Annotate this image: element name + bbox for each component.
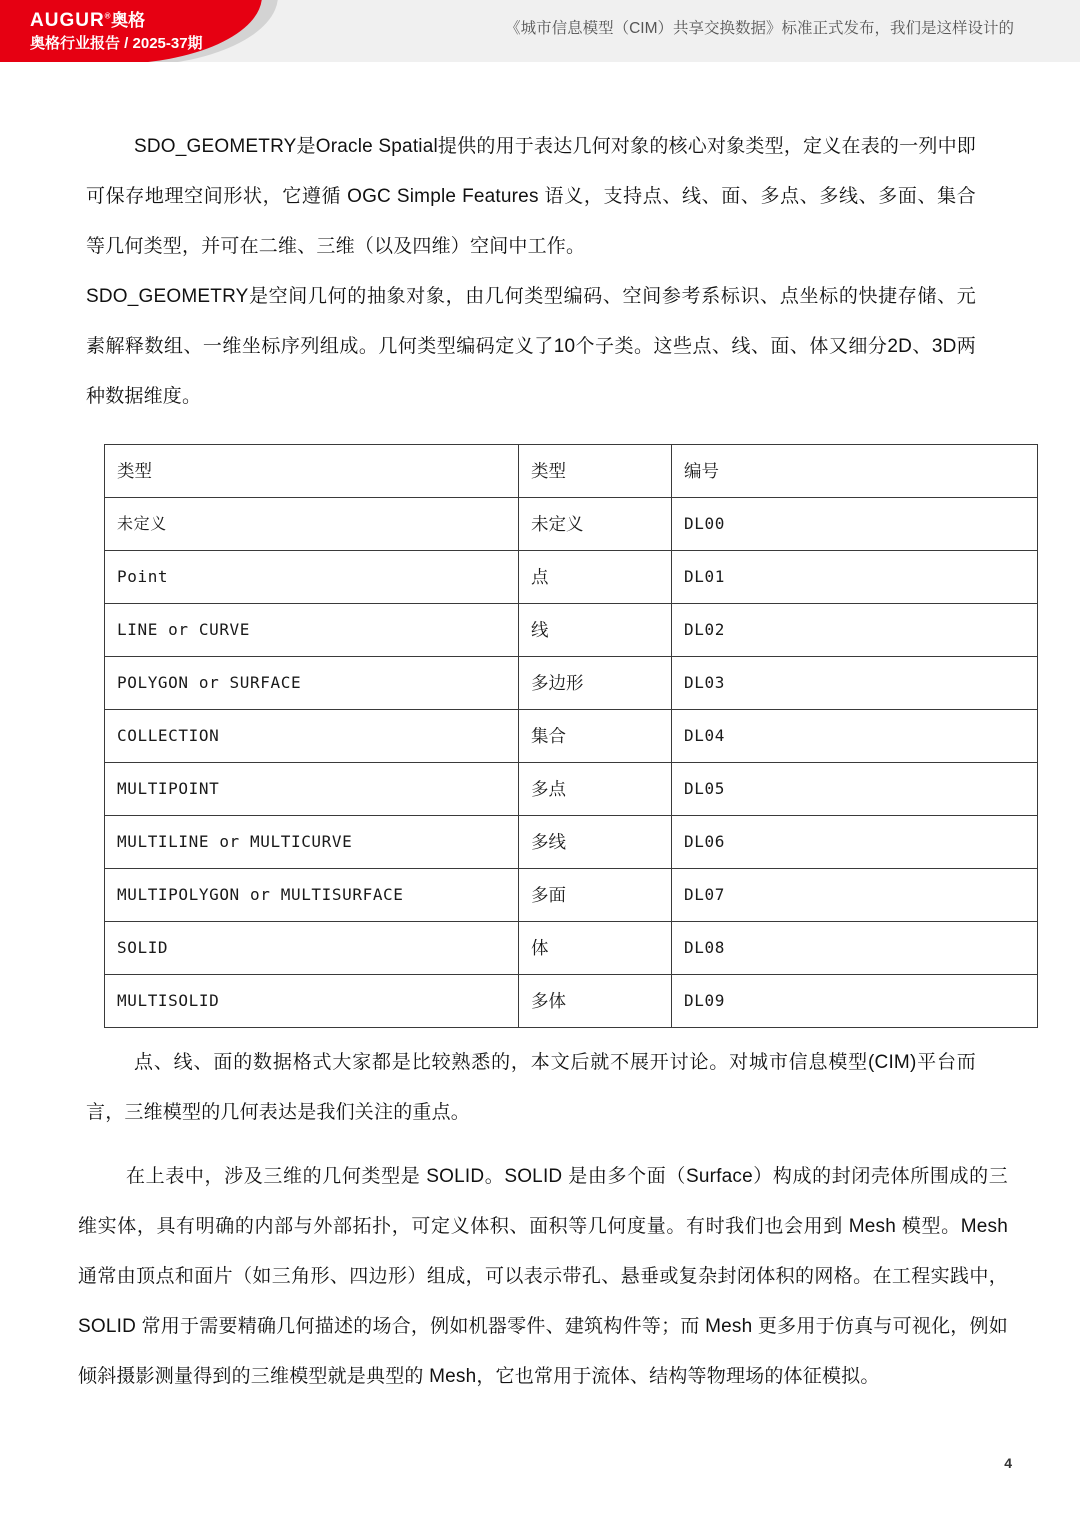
cell-type-cn: 多体: [519, 975, 672, 1028]
table-row: [105, 922, 1038, 975]
cell-type-en: LINE or CURVE: [105, 604, 519, 657]
cell-code: DL05: [672, 763, 1038, 816]
cell-type-cn: 点: [519, 551, 672, 604]
table-row: [105, 975, 1038, 1028]
table-row: [105, 710, 1038, 763]
cell-type-en: SOLID: [105, 922, 519, 975]
cell-type-cn: 多面: [519, 869, 672, 922]
cell-code: DL01: [672, 551, 1038, 604]
header-document-title: 《城市信息模型（CIM）共享交换数据》标准正式发布，我们是这样设计的: [505, 20, 1014, 37]
cell-code: DL06: [672, 816, 1038, 869]
page-number: 4: [1004, 1455, 1012, 1471]
geometry-type-table-wrapper: [104, 444, 962, 1028]
brand-logo-word: AUGUR: [30, 10, 105, 31]
paragraph-2: SDO_GEOMETRY是空间几何的抽象对象，由几何类型编码、空间参考系标识、点坐标的快捷存储、元素解释数组、一维坐标序列组成。几何类型编码定义了10个子类。这些点、线、面、体又细分2D、3D两种数据维度。: [86, 286, 976, 407]
paragraph-1: SDO_GEOMETRY是Oracle Spatial提供的用于表达几何对象的核心对象类型，定义在表的一列中即可保存地理空间形状，它遵循 OGC Simple Features 语义，支持点、线、面、多点、多线、多面、集合等几何类型，并可在二维、三维（以及四维）空间中工作。: [86, 136, 976, 257]
cell-code: DL07: [672, 869, 1038, 922]
document-header: [0, 0, 1080, 62]
geometry-type-table: [104, 444, 1038, 1028]
cell-type-en: 未定义: [105, 498, 519, 551]
brand-logo-cn: 奥格: [111, 11, 146, 30]
report-series-subtitle: 奥格行业报告 / 2025-37期: [30, 35, 203, 52]
table-body: [105, 445, 1038, 1028]
cell-code: DL02: [672, 604, 1038, 657]
cell-type-cn: 未定义: [519, 498, 672, 551]
table-row: [105, 498, 1038, 551]
cell-type-cn: 集合: [519, 710, 672, 763]
table-header-row: [105, 445, 1038, 498]
table-header-cell-type-en: 类型: [105, 445, 519, 498]
cell-code: DL08: [672, 922, 1038, 975]
cell-code: DL09: [672, 975, 1038, 1028]
table-row: [105, 657, 1038, 710]
cell-type-en: Point: [105, 551, 519, 604]
cell-code: DL03: [672, 657, 1038, 710]
table-row: [105, 869, 1038, 922]
cell-type-en: COLLECTION: [105, 710, 519, 763]
brand-logo: [30, 11, 145, 30]
cell-code: DL00: [672, 498, 1038, 551]
cell-type-en: MULTILINE or MULTICURVE: [105, 816, 519, 869]
table-header-cell-type-cn: 类型: [519, 445, 672, 498]
paragraph-3: 点、线、面的数据格式大家都是比较熟悉的，本文后就不展开讨论。对城市信息模型(CIM)平台而言，三维模型的几何表达是我们关注的重点。: [86, 1052, 976, 1123]
cell-code: DL04: [672, 710, 1038, 763]
cell-type-en: MULTIPOLYGON or MULTISURFACE: [105, 869, 519, 922]
cell-type-en: POLYGON or SURFACE: [105, 657, 519, 710]
table-row: [105, 763, 1038, 816]
cell-type-cn: 多点: [519, 763, 672, 816]
cell-type-en: MULTIPOINT: [105, 763, 519, 816]
table-row: [105, 551, 1038, 604]
paragraph-4: 在上表中，涉及三维的几何类型是 SOLID。SOLID 是由多个面（Surface）构成的封闭壳体所围成的三维实体，具有明确的内部与外部拓扑，可定义体积、面积等几何度量。有时我们也会用到 Mesh 模型。Mesh 通常由顶点和面片（如三角形、四边形）组成，可以表示带孔、悬垂或复杂封闭体积的网格。在工程实践中，SOLID 常用于需要精确几何描述的场合，例如机器零件、建筑构件等；而 Mesh 更多用于仿真与可视化，例如倾斜摄影测量得到的三维模型就是典型的 Mesh，它也常用于流体、结构等物理场的体征模拟。: [78, 1166, 1008, 1387]
cell-type-cn: 线: [519, 604, 672, 657]
table-header-cell-code: 编号: [672, 445, 1038, 498]
cell-type-cn: 体: [519, 922, 672, 975]
registered-trademark-icon: ®: [104, 11, 112, 21]
table-row: [105, 604, 1038, 657]
table-row: [105, 816, 1038, 869]
cell-type-en: MULTISOLID: [105, 975, 519, 1028]
cell-type-cn: 多边形: [519, 657, 672, 710]
cell-type-cn: 多线: [519, 816, 672, 869]
